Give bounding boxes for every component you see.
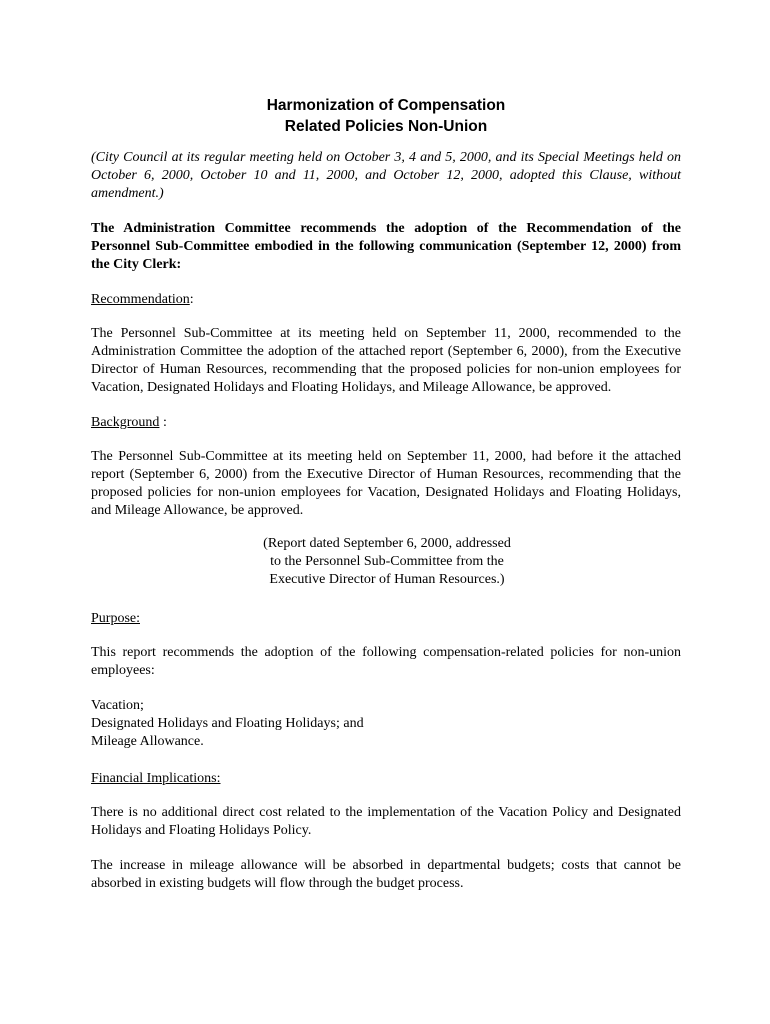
recommendation-heading-suffix: : xyxy=(189,292,194,307)
purpose-heading xyxy=(91,610,681,628)
financial-heading-label: Financial Implications: xyxy=(91,771,221,786)
background-text: The Personnel Sub-Committee at its meeting held on September 11, 2000, had before it the attached report (September 6, 2000) from the Executive Director of Human Resources, recommending that the proposed policies for non-union employees for Vacation, Designated Holidays and Floating Holidays, and Mileage Allowance, be approved. xyxy=(91,449,681,518)
list-item: Vacation; xyxy=(91,698,144,713)
financial-heading xyxy=(91,770,681,788)
committee-statement: The Administration Committee recommends the adoption of the Recommendation of the Personnel Sub-Committee embodied in the following communication (September 12, 2000) from the City Clerk: xyxy=(91,221,681,272)
financial-text-2: The increase in mileage allowance will be absorbed in departmental budgets; costs that cannot be absorbed in existing budgets will flow through the budget process. xyxy=(91,858,681,891)
council-note: (City Council at its regular meeting held on October 3, 4 and 5, 2000, and its Special Meetings held on October 6, 2000, October 10 and 11, 2000, and October 12, 2000, adopted this Clause, without amendment.) xyxy=(91,150,681,201)
recommendation-heading-label: Recommendation xyxy=(91,292,190,307)
recommendation-text: The Personnel Sub-Committee at its meeting held on September 11, 2000, recommended to the Administration Committee the adoption of the attached report (September 6, 2000), from the Executive Director of Human Resources, recommending that the proposed policies for non-union employees for Vacation, Designated Holidays and Floating Holidays, and Mileage Allowance, be approved. xyxy=(91,326,681,395)
report-note-line-1: (Report dated September 6, 2000, addressed xyxy=(263,536,511,551)
report-note-line-3: Executive Director of Human Resources.) xyxy=(269,572,505,587)
title-line-2: Related Policies Non-Union xyxy=(284,118,488,135)
background-heading-label: Background xyxy=(91,415,160,430)
recommendation-heading xyxy=(91,291,681,309)
report-note xyxy=(253,535,521,589)
list-item: Mileage Allowance. xyxy=(91,734,204,749)
purpose-heading-label: Purpose: xyxy=(91,611,140,626)
purpose-text: This report recommends the adoption of the following compensation-related policies for non-union employees: xyxy=(91,645,681,678)
list-item: Designated Holidays and Floating Holidays; and xyxy=(91,716,364,731)
title-line-1: Harmonization of Compensation xyxy=(266,97,506,114)
background-heading xyxy=(91,414,681,432)
financial-text-1: There is no additional direct cost related to the implementation of the Vacation Policy and Designated Holidays and Floating Holidays Policy. xyxy=(91,805,681,838)
document-title xyxy=(91,95,681,137)
policy-list xyxy=(91,697,681,751)
background-heading-suffix: : xyxy=(159,415,167,430)
report-note-line-2: to the Personnel Sub-Committee from the xyxy=(270,554,504,569)
document-page xyxy=(91,95,681,910)
